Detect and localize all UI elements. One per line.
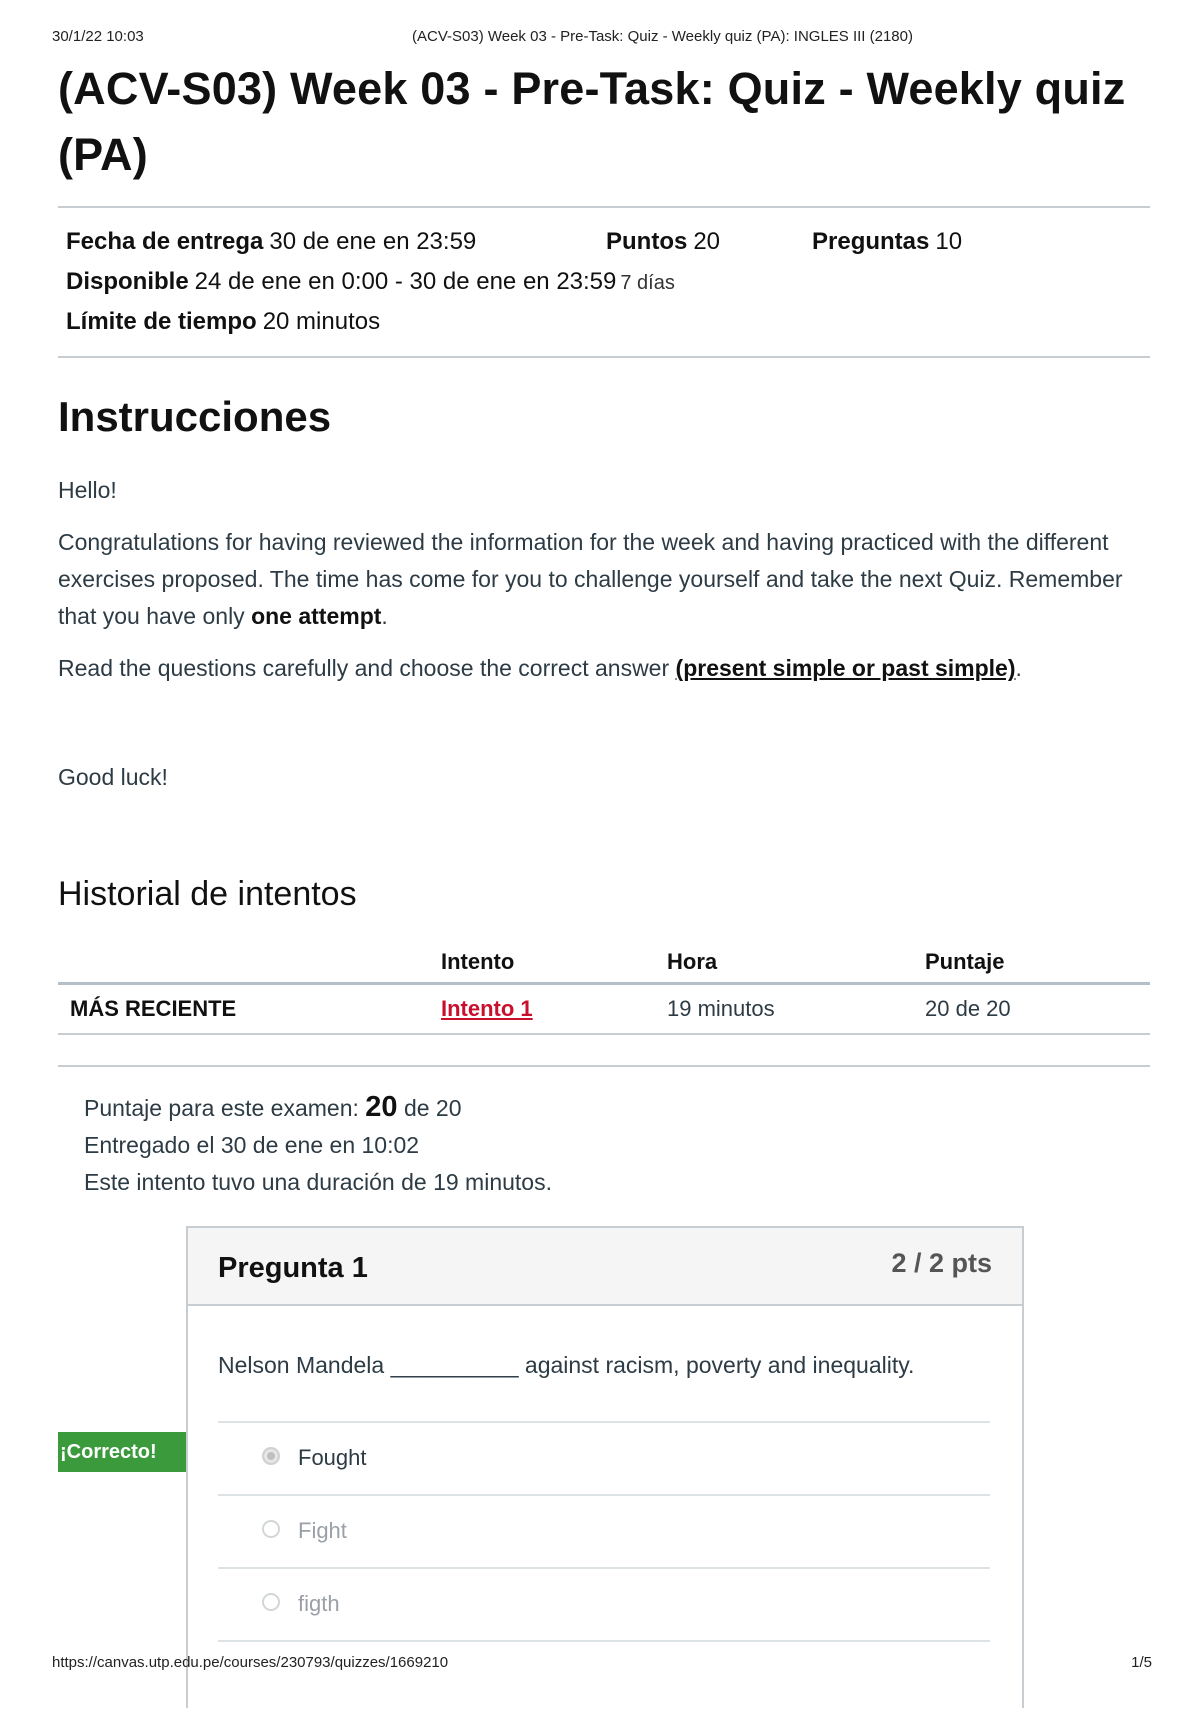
print-date: 30/1/22 10:03 [52,28,144,45]
available-label: Disponible [66,268,189,295]
quiz-title: (ACV-S03) Week 03 - Pre-Task: Quiz - Weekly quiz (PA) [58,63,1126,180]
score-label: Puntaje para este examen: [84,1095,359,1121]
congrats-text: Congratulations for having reviewed the information for the week and having practiced with the different exercises proposed. The time has come for you to challenge yourself and take the next Quiz. Remember that you have only [58,529,1123,629]
table-row [58,984,1150,1035]
attempt-history-heading: Historial de intentos [58,875,357,913]
attempt-time: 19 minutos [655,984,913,1035]
congrats-end: . [381,603,388,629]
instructions-congrats [58,524,1150,635]
time-limit-label: Límite de tiempo [66,308,257,335]
meta-row-1 [66,222,1142,262]
attempt-cell [429,984,655,1035]
column-header-score: Puntaje [913,942,1150,984]
answer-option-fight[interactable] [218,1494,990,1567]
page-number: 1/5 [1131,1654,1152,1671]
print-page-title: (ACV-S03) Week 03 - Pre-Task: Quiz - Weekly quiz (PA): INGLES III (2180) [412,28,913,45]
attempt-1-link[interactable]: Intento 1 [441,996,533,1021]
question-header [188,1228,1022,1306]
available-days: 7 días [620,272,675,294]
points-field [606,222,720,262]
meta-row-3 [66,302,1142,342]
quiz-meta [58,206,1150,358]
answer-label: figth [298,1591,340,1616]
score-of: de 20 [403,1095,462,1121]
tense-emphasis: (present simple or past simple) [675,655,1016,681]
score-value: 20 [365,1091,398,1123]
attempt-score: 20 de 20 [913,984,1150,1035]
radio-icon[interactable] [262,1520,280,1538]
due-label: Fecha de entrega [66,228,264,255]
radio-selected-icon[interactable] [262,1447,280,1465]
questions-label: Preguntas [812,228,930,255]
questions-value: 10 [935,228,963,255]
answer-option-figth[interactable] [218,1567,990,1640]
points-value: 20 [693,228,721,255]
one-attempt-emphasis: one attempt [251,603,382,629]
question-card [186,1226,1024,1708]
time-limit-value: 20 minutos [262,308,381,335]
available-value: 24 de ene en 0:00 - 30 de ene en 23:59 [194,268,617,295]
score-summary [84,1089,1150,1201]
answer-label: Fight [298,1518,347,1543]
question-number: Pregunta 1 [218,1252,368,1284]
radio-icon[interactable] [262,1593,280,1611]
read-text: Read the questions carefully and choose the correct answer [58,655,676,681]
instructions-read [58,650,1150,687]
read-end: . [1015,655,1022,681]
most-recent-label: MÁS RECIENTE [58,984,429,1035]
duration-info: Este intento tuvo una duración de 19 minutos. [84,1169,552,1195]
correct-answer-flag: ¡Correcto! [58,1432,186,1472]
column-header-blank [58,942,429,984]
points-label: Puntos [606,228,688,255]
answer-divider [218,1640,990,1713]
main-content [58,56,1150,1201]
divider [58,1065,1150,1067]
answer-option-fought[interactable] [218,1421,990,1494]
meta-row-2 [66,262,1142,302]
question-points: 2 / 2 pts [891,1248,992,1278]
table-header-row [58,942,1150,984]
answer-label: Fought [298,1445,367,1470]
due-value: 30 de ene en 23:59 [269,228,477,255]
instructions-hello: Hello! [58,477,117,503]
submitted-info: Entregado el 30 de ene en 10:02 [84,1132,420,1158]
questions-field [812,222,962,262]
instructions-heading: Instrucciones [58,393,332,440]
question-text: Nelson Mandela __________ against racism, poverty and inequality. [218,1352,915,1378]
column-header-attempt: Intento [429,942,655,984]
instructions-good-luck: Good luck! [58,764,168,790]
score-line [84,1089,1150,1127]
print-url: https://canvas.utp.edu.pe/courses/230793/quizzes/1669210 [52,1654,449,1671]
attempt-history-table [58,942,1150,1035]
column-header-time: Hora [655,942,913,984]
